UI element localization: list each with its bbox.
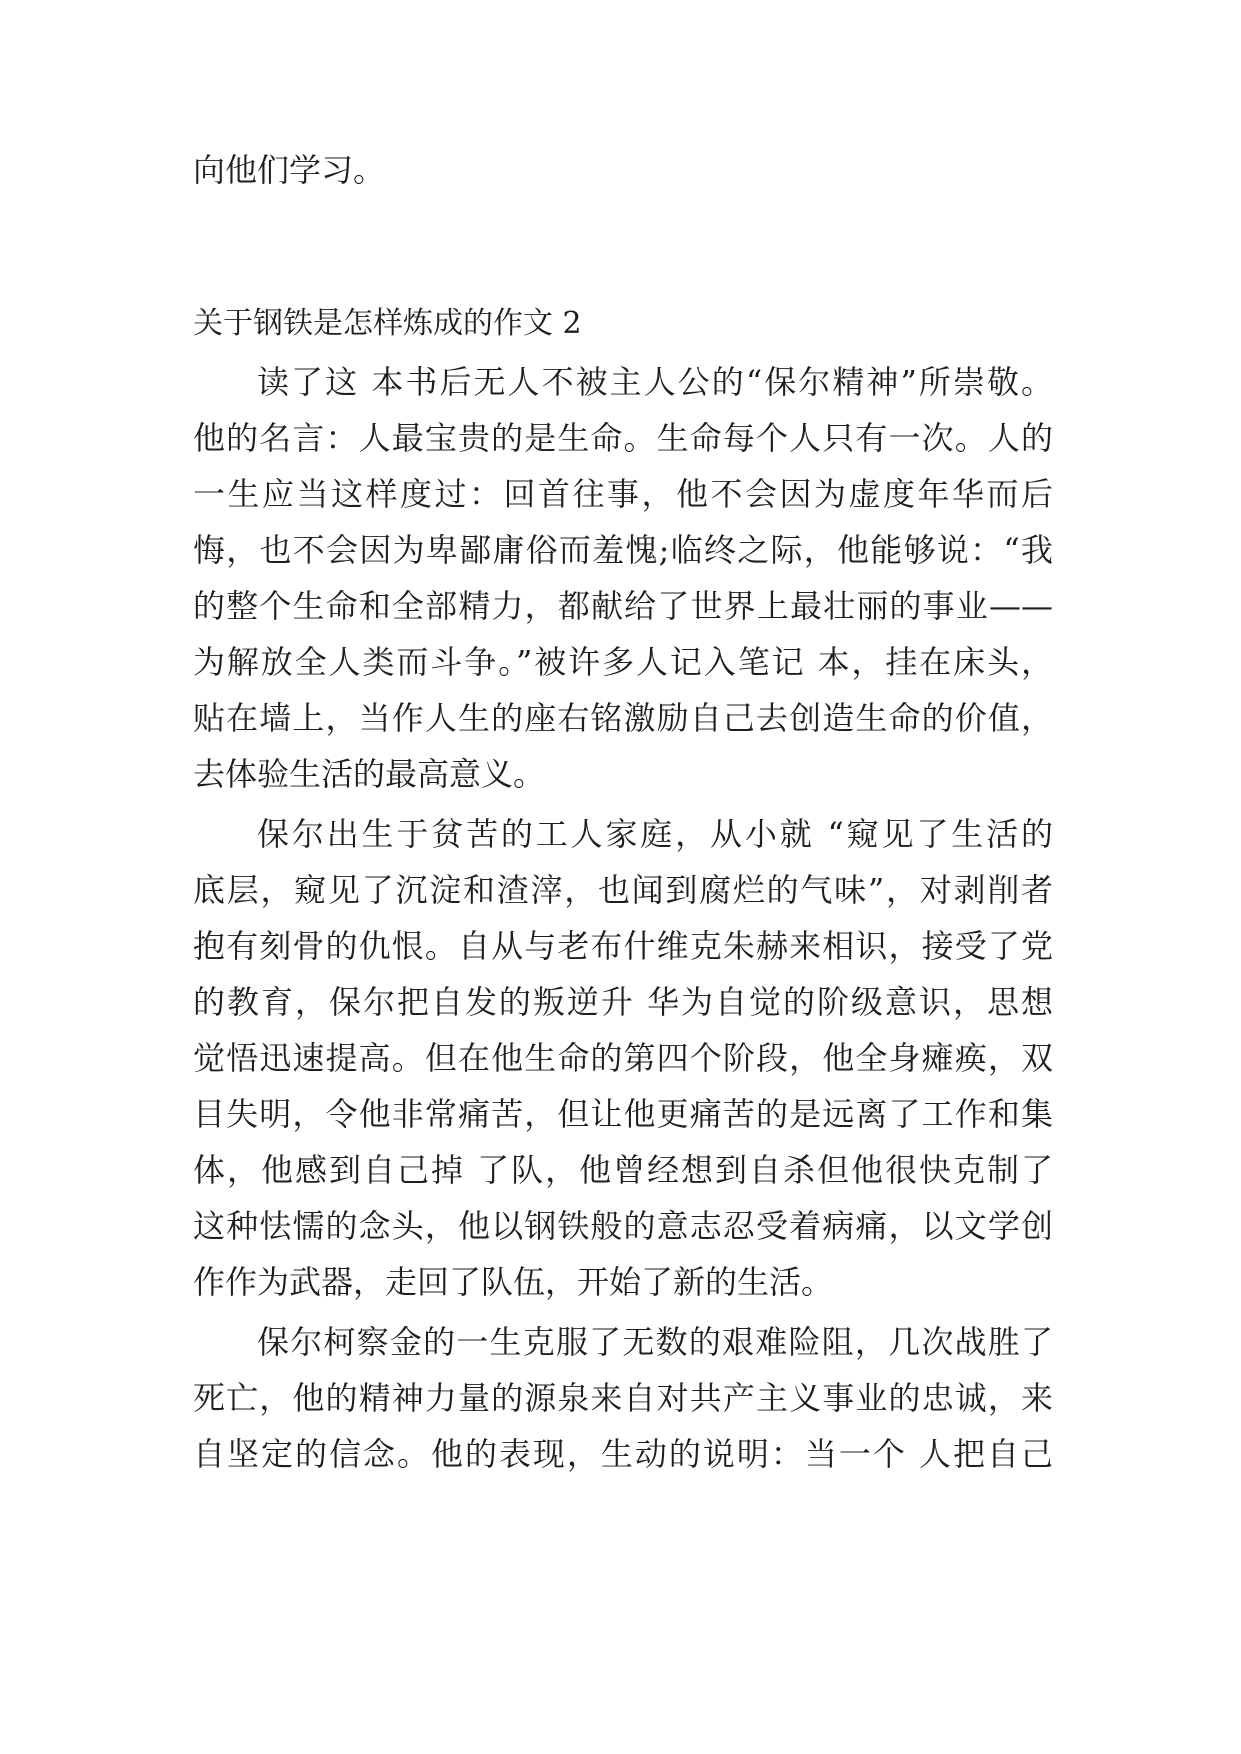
paragraph-line: 的教育，保尔把自发的叛逆升 华为自觉的阶级意识，思想	[193, 983, 1053, 1021]
paragraph-line: 为解放全人类而斗争。”被许多人记入笔记 本，挂在床头，	[193, 643, 1053, 681]
paragraph-line: 体，他感到自己掉 了队，他曾经想到自杀但他很快克制了	[193, 1151, 1053, 1189]
paragraph-line: 抱有刻骨的仇恨。自从与老布什维克朱赫来相识，接受了党	[193, 927, 1053, 965]
paragraph-line: 保尔柯察金的一生克服了无数的艰难险阻，几次战胜了	[257, 1323, 1053, 1361]
paragraph-line: 这种怯懦的念头，他以钢铁般的意志忍受着病痛，以文学创	[193, 1207, 1053, 1245]
paragraph-line: 去体验生活的最高意义。	[193, 755, 546, 793]
essay-heading: 关于钢铁是怎样炼成的作文 2	[193, 306, 582, 341]
paragraph-line: 一生应当这样度过：回首往事，他不会因为虚度年华而后	[193, 475, 1053, 513]
paragraph-line: 保尔出生于贫苦的工人家庭，从小就 “窥见了生活的	[257, 815, 1053, 853]
paragraph-line: 悔，也不会因为卑鄙庸俗而羞愧;临终之际，他能够说：“我	[193, 531, 1053, 569]
paragraph-line: 底层，窥见了沉淀和渣滓，也闻到腐烂的气味”，对剥削者	[193, 871, 1053, 909]
paragraph-line: 读了这 本书后无人不被主人公的“保尔精神”所崇敬。	[257, 363, 1053, 401]
paragraph-line: 死亡，他的精神力量的源泉来自对共产主义事业的忠诚，来	[193, 1379, 1053, 1417]
paragraph-line: 他的名言：人最宝贵的是生命。生命每个人只有一次。人的	[193, 419, 1053, 457]
paragraph-line: 自坚定的信念。他的表现，生动的说明：当一个 人把自己	[193, 1435, 1053, 1473]
paragraph-line: 贴在墙上，当作人生的座右铭激励自己去创造生命的价值，	[193, 699, 1053, 737]
paragraph-line: 作作为武器，走回了队伍，开始了新的生活。	[193, 1263, 834, 1301]
paragraph-line: 觉悟迅速提高。但在他生命的第四个阶段，他全身瘫痪，双	[193, 1039, 1053, 1077]
paragraph-line: 目失明，令他非常痛苦，但让他更痛苦的是远离了工作和集	[193, 1095, 1053, 1133]
paragraph-line: 的整个生命和全部精力，都献给了世界上最壮丽的事业——	[193, 587, 1053, 625]
carryover-line: 向他们学习。	[193, 151, 386, 189]
